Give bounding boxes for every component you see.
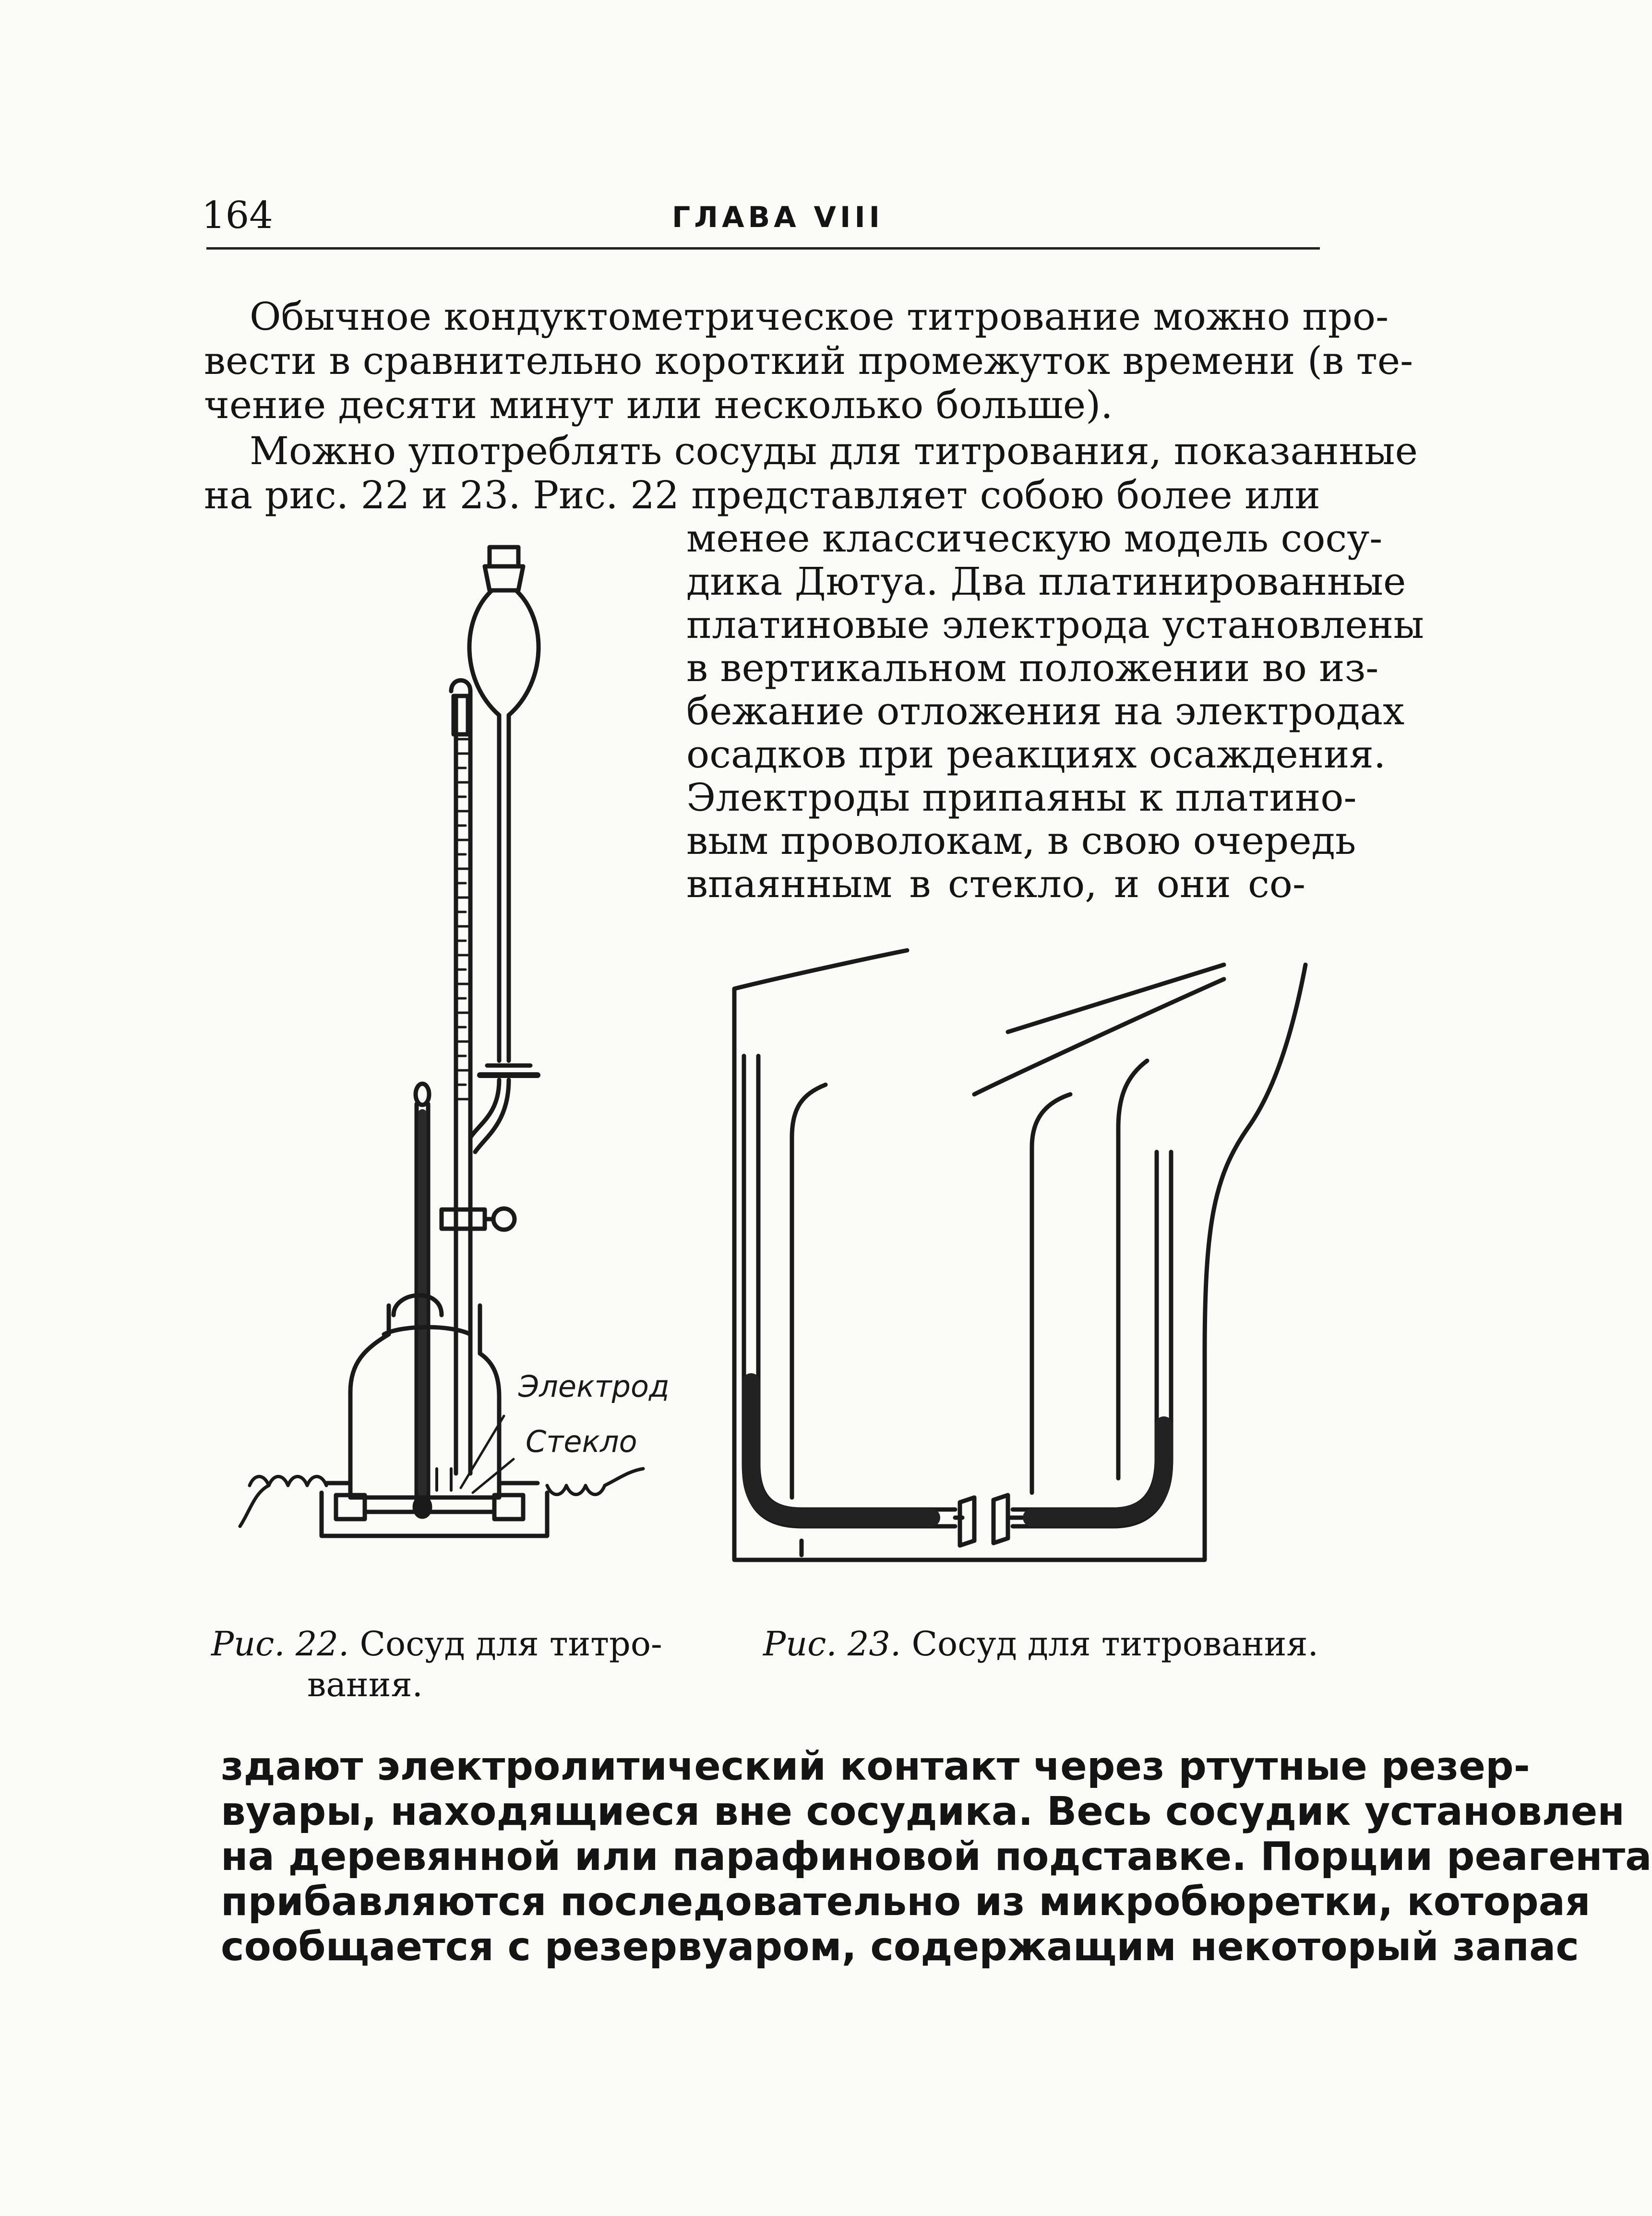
text-line: дика Дютуа. Два платинированные: [686, 559, 1406, 604]
figure-22-drawing: [211, 538, 730, 1589]
caption-fig23-text: Сосуд для титрования.: [911, 1624, 1318, 1664]
text-line: прибавляются последовательно из микробюретки, которая: [221, 1879, 1591, 1925]
caption-fig23-label: Рис. 23.: [763, 1624, 901, 1664]
text-line: бежание отложения на электродах: [686, 689, 1405, 733]
page-number: 164: [202, 194, 273, 237]
text-line: менее классическую модель сосу-: [686, 516, 1383, 561]
text-line: впаянным в стекло, и они со-: [686, 862, 1305, 906]
text-line: вуары, находящиеся вне сосудика. Весь сосудик установлен: [221, 1789, 1625, 1834]
text-line: в вертикальном положении во из-: [686, 646, 1379, 690]
label-glass: Стекло: [526, 1424, 637, 1459]
caption-fig22: [211, 1624, 662, 1664]
text-line: чение десяти минут или несколько больше).: [204, 383, 1113, 427]
text-line: на деревянной или парафиновой подставке. Порции реагента: [221, 1834, 1652, 1880]
text-line: платиновые электрода установлены: [686, 602, 1424, 647]
text-line: Можно употреблять сосуды для титрования, показанные: [250, 429, 1418, 473]
header-rule: [206, 247, 1320, 250]
text-line: на рис. 22 и 23. Рис. 22 представляет собою более или: [204, 473, 1320, 517]
figure-23-drawing: [706, 936, 1334, 1584]
chapter-title: ГЛАВА VIII: [672, 201, 884, 234]
text-line: сообщается с резервуаром, содержащим некоторый запас: [221, 1924, 1579, 1970]
text-line: вым проволокам, в свою очередь: [686, 818, 1356, 863]
label-electrode: Электрод: [518, 1369, 670, 1404]
caption-fig23: [763, 1624, 1318, 1664]
caption-fig22-cont: вания.: [307, 1665, 423, 1704]
text-line: Электроды припаяны к платино-: [686, 775, 1357, 820]
text-line: Обычное кондуктометрическое титрование можно про-: [250, 294, 1389, 339]
caption-fig22-text: Сосуд для титро-: [359, 1624, 662, 1664]
text-line: здают электролитический контакт через ртутные резер-: [221, 1744, 1530, 1789]
text-line: осадков при реакциях осаждения.: [686, 732, 1386, 777]
text-line: вести в сравнительно короткий промежуток времени (в те-: [204, 338, 1413, 383]
caption-fig22-label: Рис. 22.: [211, 1624, 349, 1664]
